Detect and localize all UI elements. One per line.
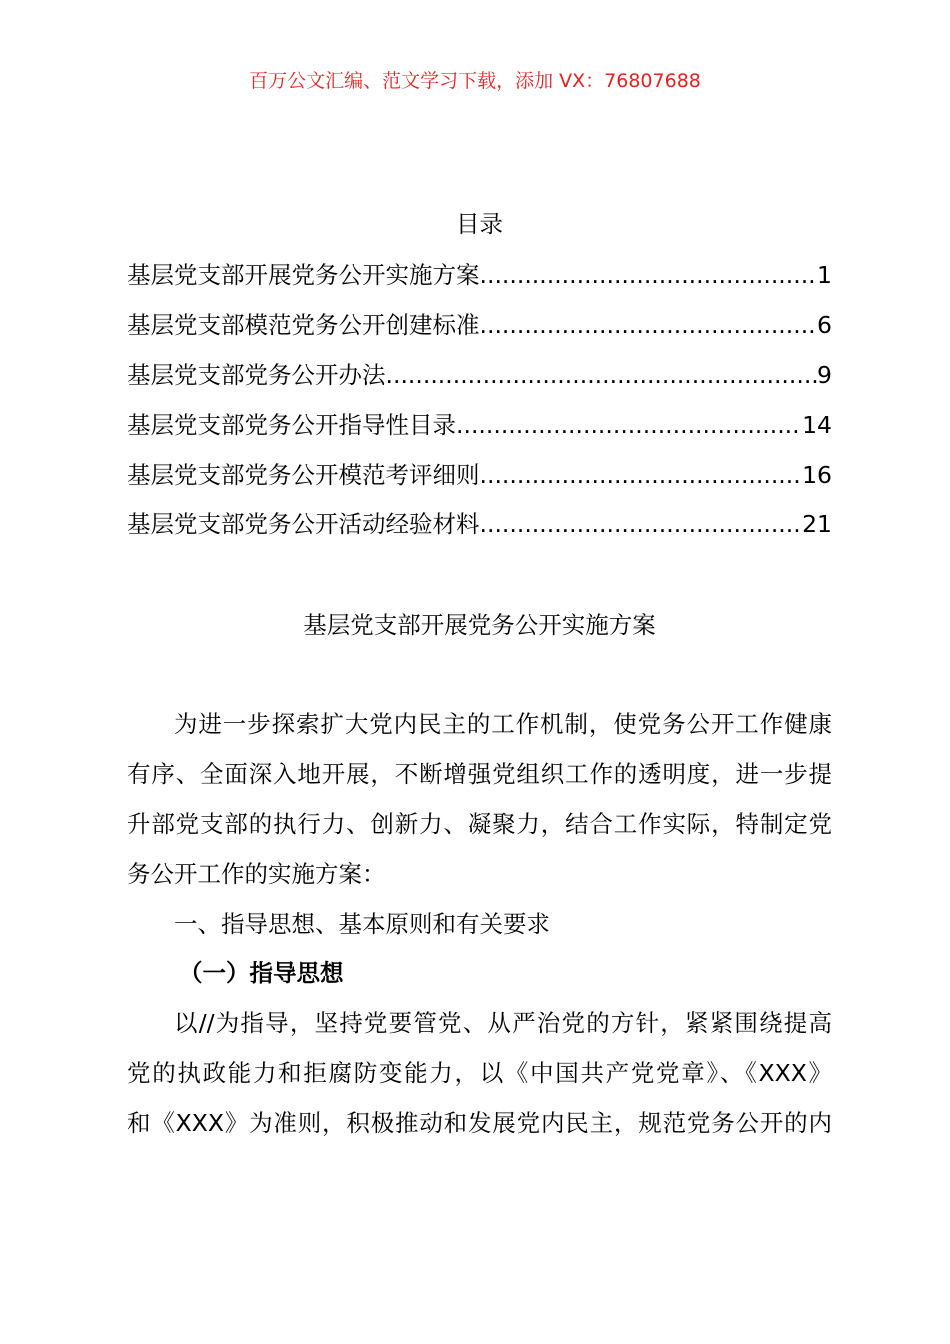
paragraph-line: 以//为指导，坚持党要管党、从严治党的方针，紧紧围绕提高 [174, 1009, 832, 1037]
toc-item-label: 基层党支部党务公开指导性目录 [127, 411, 456, 439]
toc-item-label: 基层党支部开展党务公开实施方案 [127, 261, 480, 289]
toc-item[interactable] [127, 410, 832, 440]
paragraph-line: 为进一步探索扩大党内民主的工作机制，使党务公开工作健康 [174, 710, 832, 738]
subsection-heading: （一）指导思想 [179, 959, 344, 987]
toc-item-page: 21 [802, 510, 832, 538]
toc-item-page: 9 [817, 361, 832, 389]
paragraph-line: 升部党支部的执行力、创新力、凝聚力，结合工作实际，特制定党 [127, 810, 832, 838]
watermark-header: 百万公文汇编、范文学习下载，添加 VX：76807688 [249, 70, 701, 92]
toc-item[interactable] [127, 509, 832, 539]
document-title: 基层党支部开展党务公开实施方案 [303, 611, 656, 639]
paragraph-line: 党的执政能力和拒腐防变能力，以《中国共产党党章》、《XXX》 [127, 1059, 832, 1087]
toc-item[interactable] [127, 360, 832, 390]
toc-item[interactable] [127, 260, 832, 290]
toc-item-page: 14 [802, 411, 832, 439]
paragraph-line: 务公开工作的实施方案： [127, 860, 386, 888]
toc-item-label: 基层党支部党务公开活动经验材料 [127, 510, 480, 538]
section-heading: 一、指导思想、基本原则和有关要求 [174, 910, 550, 938]
toc-item-page: 6 [817, 311, 832, 339]
toc-leader-dots [480, 310, 818, 340]
toc-leader-dots [480, 509, 803, 539]
toc-leader-dots [386, 360, 818, 390]
toc-item-label: 基层党支部模范党务公开创建标准 [127, 311, 480, 339]
toc-item-label: 基层党支部党务公开模范考评细则 [127, 461, 480, 489]
toc-leader-dots [456, 410, 802, 440]
toc-item-page: 16 [802, 461, 832, 489]
toc-item-page: 1 [817, 261, 832, 289]
toc-leader-dots [480, 260, 818, 290]
toc-title: 目录 [456, 210, 503, 238]
toc-item[interactable] [127, 460, 832, 490]
paragraph-line: 和《XXX》为准则，积极推动和发展党内民主，规范党务公开的内 [127, 1109, 832, 1137]
toc-item-label: 基层党支部党务公开办法 [127, 361, 386, 389]
toc-item[interactable] [127, 310, 832, 340]
paragraph-line: 有序、全面深入地开展，不断增强党组织工作的透明度，进一步提 [127, 760, 832, 788]
toc-leader-dots [480, 460, 803, 490]
